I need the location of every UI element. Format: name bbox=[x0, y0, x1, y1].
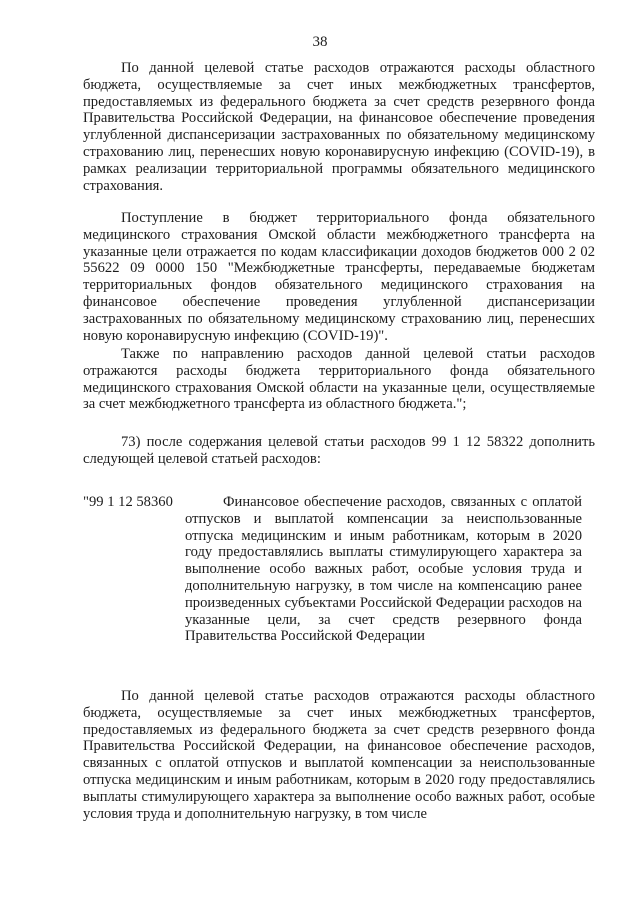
paragraph-3: Также по направлению расходов данной целевой статьи расходов отражаются расходы бюджета территориального фонда обязательного медицинского страхования Омской области на указанные цели, осуществляемые за счет межбюджетного трансферта из областного бюджета."; bbox=[83, 346, 595, 413]
target-article-description: Финансовое обеспечение расходов, связанных с оплатой отпусков и выплатой компенсации за неиспользованные отпуска медицинским и иным работникам, которым в 2020 году предоставлялись выплаты стимулирующего характера за выполнение особо важных работ, особые условия труда и дополнительную нагрузку, в том числе на компенсацию ранее произведенных субъектами Российской Федерации расходов на указанные цели, за счет средств резервного фонда Правительства Российской Федерации bbox=[185, 494, 582, 645]
paragraph-2: Поступление в бюджет территориального фонда обязательного медицинского страхования Омской области межбюджетного трансферта на указанные цели отражается по кодам классификации доходов бюджетов 000 2 02 55622 09 0000 150 "Межбюджетные трансферты, передаваемые бюджетам территориальных фондов обязательного медицинского страхования на финансовое обеспечение проведения углубленной диспансеризации застрахованных по обязательному медицинскому страхованию лиц, перенесших новую коронавирусную инфекцию (COVID-19)". bbox=[83, 210, 595, 344]
target-article-code: "99 1 12 58360 bbox=[83, 494, 173, 510]
paragraph-1: По данной целевой статье расходов отражаются расходы областного бюджета, осуществляемые за счет иных межбюджетных трансфертов, предоставляемых из федерального бюджета за счет средств резервного фонда Правительства Российской Федерации, на финансовое обеспечение проведения углубленной диспансеризации застрахованных по обязательному медицинскому страхованию лиц, перенесших новую коронавирусную инфекцию (COVID-19), в рамках реализации территориальной программы обязательного медицинского страхования. bbox=[83, 60, 595, 194]
closing-paragraph: По данной целевой статье расходов отражаются расходы областного бюджета, осуществляемые за счет иных межбюджетных трансфертов, предоставляемых из федерального бюджета за счет средств резервного фонда Правительства Российской Федерации, на финансовое обеспечение расходов, связанных с оплатой отпусков и выплатой компенсации за неиспользованные отпуска медицинским и иным работникам, которым в 2020 году предоставлялись выплаты стимулирующего характера за выполнение особо важных работ, особые условия труда и дополнительную нагрузку, в том числе bbox=[83, 688, 595, 822]
paragraph-4: 73) после содержания целевой статьи расходов 99 1 12 58322 дополнить следующей целевой статьей расходов: bbox=[83, 434, 595, 467]
page-number: 38 bbox=[312, 34, 328, 50]
